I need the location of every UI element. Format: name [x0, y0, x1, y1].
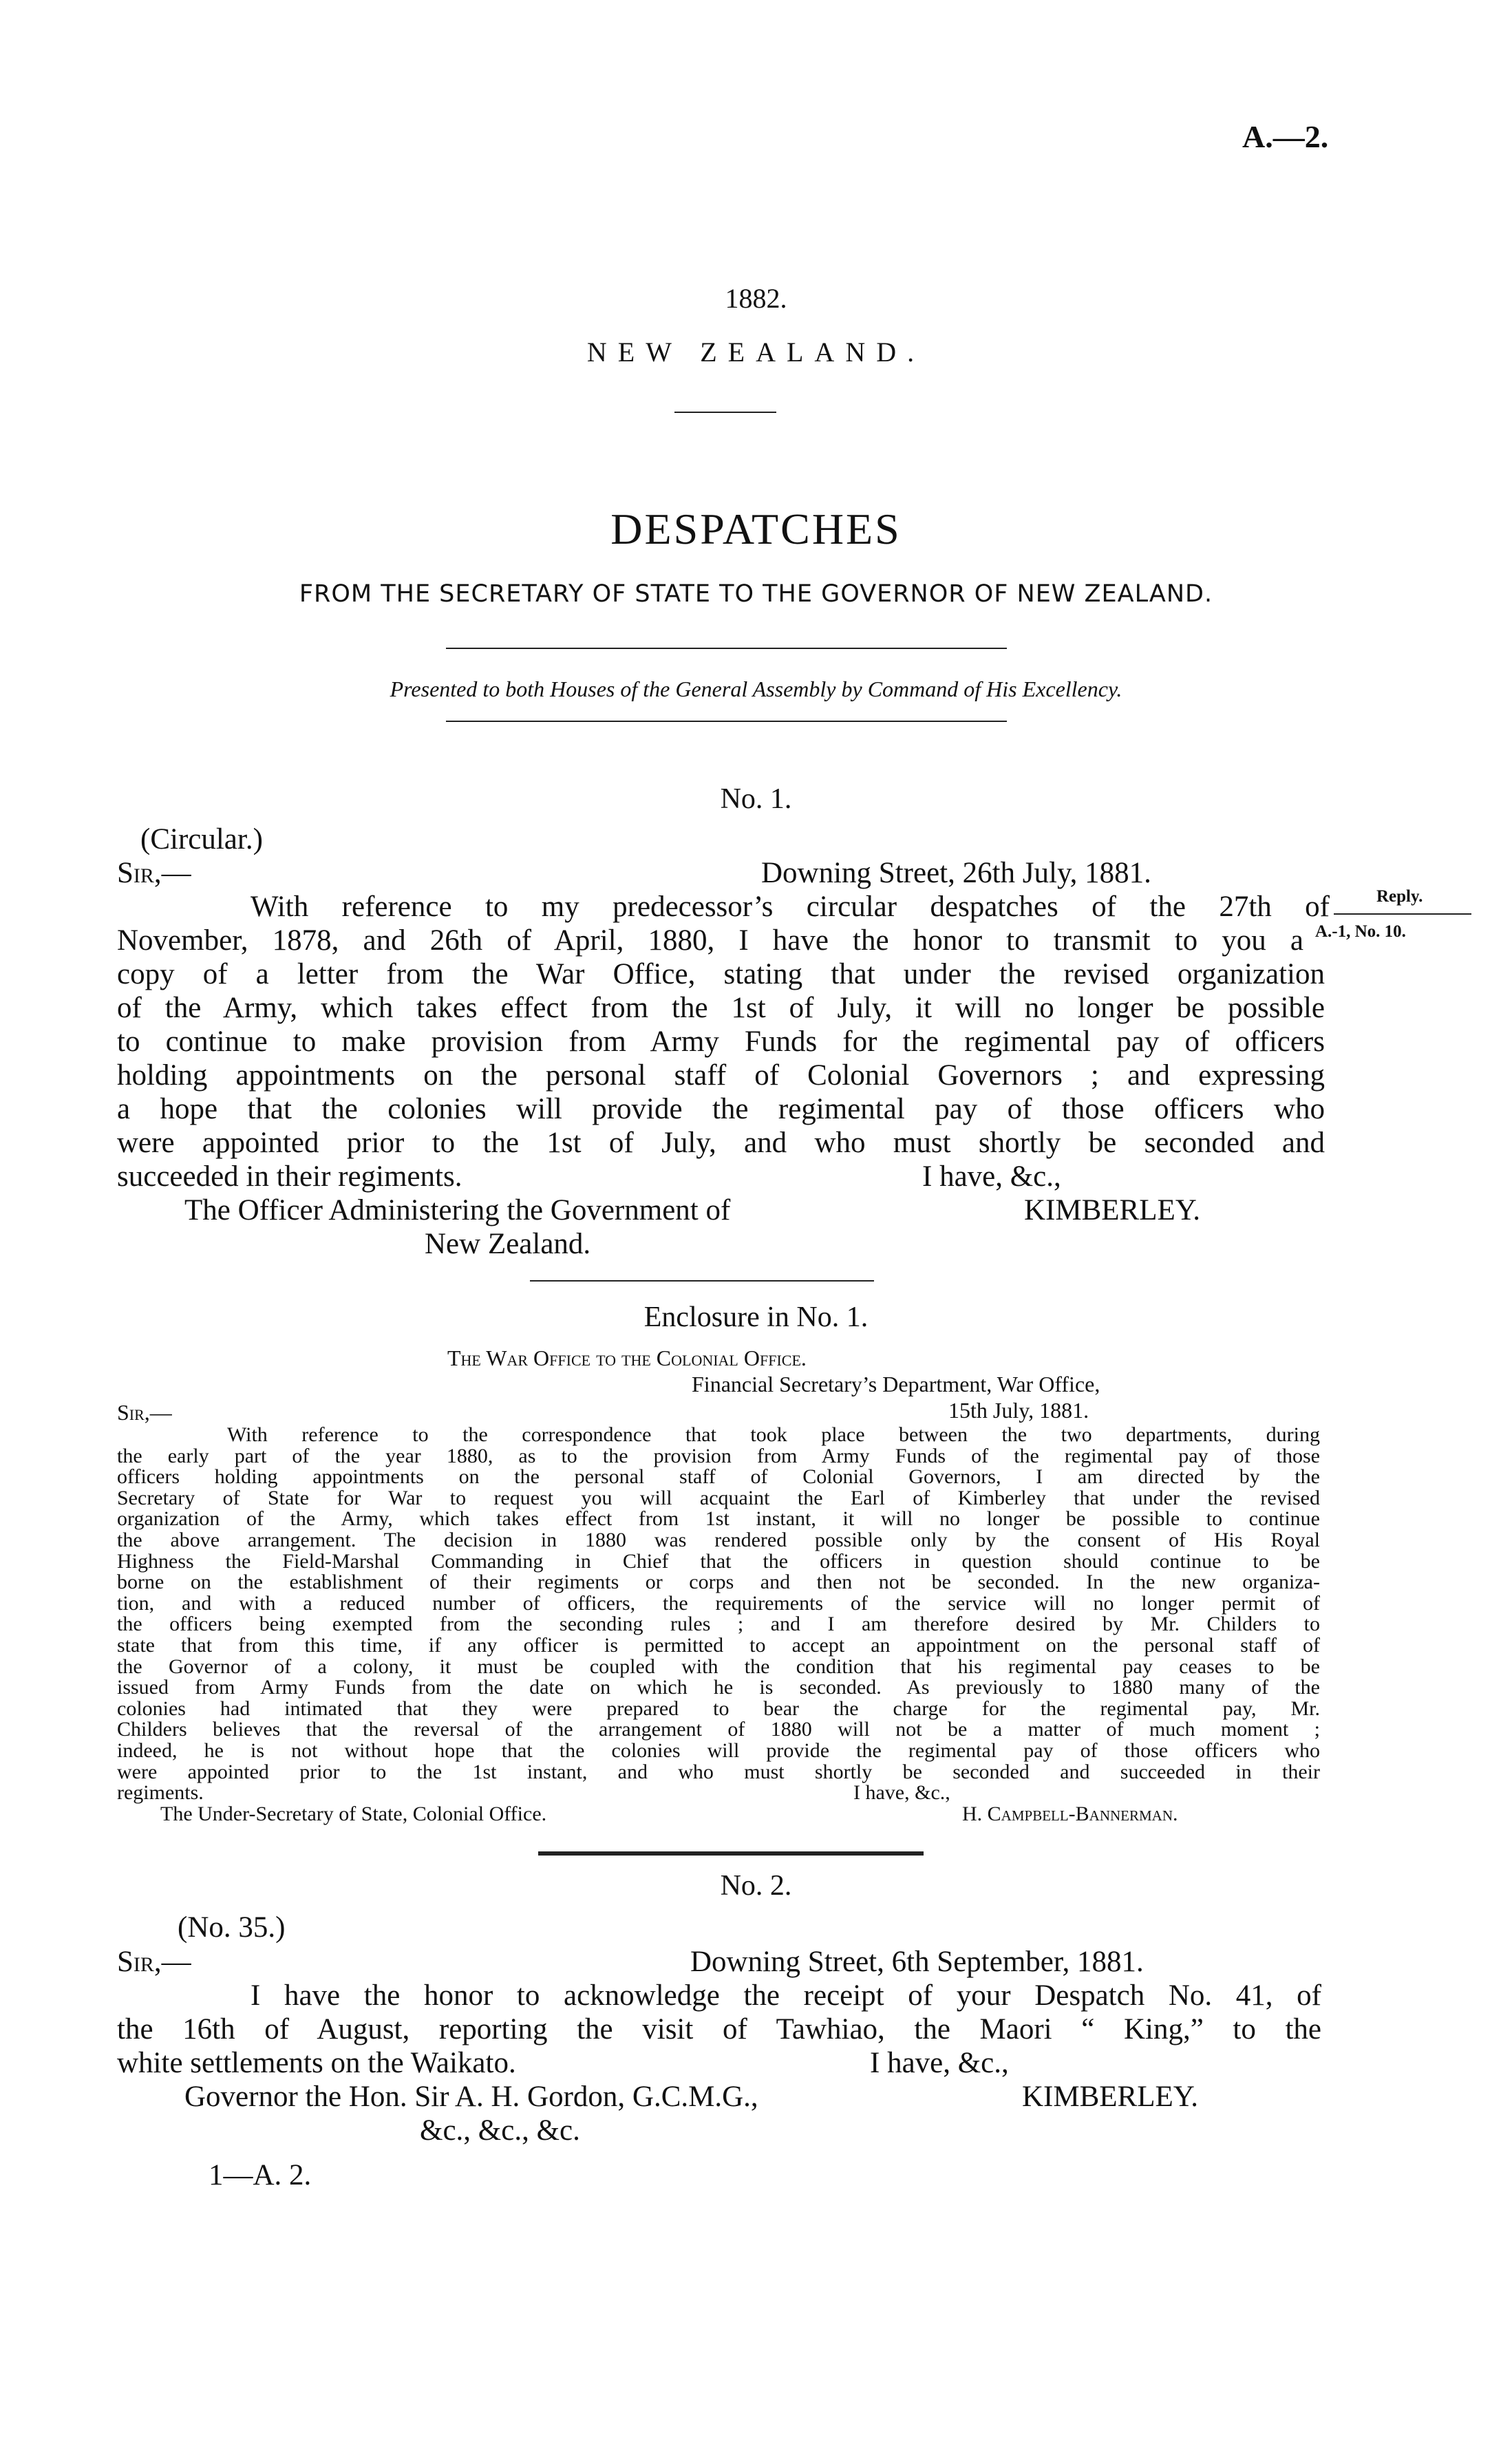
enclosure-line-5: organization of the Army, which takes effect from 1st instant, it will no longer be possible to continue — [117, 1507, 1320, 1531]
document-subtitle: FROM THE SECRETARY OF STATE TO THE GOVERNOR OF NEW ZEALAND. — [299, 580, 1213, 608]
enclosure-line-14: colonies had intimated that they were prepared to bear the charge for the regimental pay, Mr. — [117, 1697, 1320, 1720]
enclosure-heading: Enclosure in No. 1. — [643, 1301, 869, 1333]
despatch-2-line-1: I have the honor to acknowledge the receipt of your Despatch No. 41, of — [251, 1979, 1321, 2012]
enclosure-line-15: Childers believes that the reversal of the arrangement of 1880 will not be a matter of much moment ; — [117, 1718, 1320, 1741]
footer-reference: 1—A. 2. — [209, 2159, 312, 2191]
presented-line: Presented to both Houses of the General Assembly by Command of His Excellency. — [390, 677, 1122, 701]
enclosure-salutation: Sir,— — [117, 1400, 172, 1425]
despatch-1-line-3: copy of a letter from the War Office, stating that under the revised organization — [117, 958, 1325, 990]
enclosure-divider — [530, 1280, 874, 1282]
enclosure-line-17: were appointed prior to the 1st instant, and who must shortly be seconded and succeeded in their — [117, 1760, 1320, 1783]
section-divider — [538, 1851, 924, 1856]
despatch-1-line-5: to continue to make provision from Army Funds for the regimental pay of officers — [117, 1025, 1325, 1058]
enclosure-dateline-2: 15th July, 1881. — [948, 1398, 1089, 1423]
enclosure-line-2: the early part of the year 1880, as to the provision from Army Funds of the regimental pay of those — [117, 1444, 1320, 1467]
presented-rule-bottom — [446, 721, 1007, 722]
enclosure-line-1: With reference to the correspondence that took place between the two departments, during — [227, 1423, 1320, 1446]
margin-note-rule — [1334, 913, 1471, 915]
despatch-1-number: No. 1. — [720, 783, 792, 815]
enclosure-closing: I have, &c., — [853, 1781, 950, 1805]
despatch-2-line-2: the 16th of August, reporting the visit of Tawhiao, the Maori “ King,” to the — [117, 2013, 1321, 2045]
page-reference: A.—2. — [1242, 119, 1329, 154]
despatch-2-salutation: Sir,— — [117, 1946, 191, 1978]
despatch-1-kind: (Circular.) — [140, 823, 263, 855]
despatch-1-line-7: a hope that the colonies will provide the regimental pay of those officers who — [117, 1093, 1325, 1125]
enclosure-dateline-1: Financial Secretary’s Department, War Office, — [692, 1372, 1100, 1396]
despatch-1-addressee-1: The Officer Administering the Government of — [184, 1194, 731, 1226]
despatch-2-addressee-2: &c., &c., &c. — [420, 2114, 580, 2147]
enclosure-line-4: Secretary of State for War to request you will acquaint the Earl of Kimberley that under the revised — [117, 1486, 1320, 1509]
enclosure-line-11: state that from this time, if any officer is permitted to accept an appointment on the personal staff of — [117, 1634, 1320, 1657]
despatch-2-signature: KIMBERLEY. — [1022, 2081, 1199, 2113]
enclosure-line-6: the above arrangement. The decision in 1880 was rendered possible only by the consent of His Royal — [117, 1529, 1320, 1551]
enclosure-signature: H. Campbell-Bannerman. — [962, 1803, 1178, 1825]
despatch-2-number: No. 2. — [720, 1870, 792, 1902]
despatch-1-addressee-2: New Zealand. — [425, 1228, 591, 1260]
enclosure-line-12: the Governor of a colony, it must be coupled with the condition that his regimental pay ceases to be — [117, 1655, 1320, 1678]
enclosure-line-16: indeed, he is not without hope that the colonies will provide the regimental pay of those officers who — [117, 1739, 1320, 1762]
enclosure-line-7: Highness the Field-Marshal Commanding in Chief that the officers in question should continue to be — [117, 1549, 1320, 1573]
year: 1882. — [725, 283, 787, 314]
despatch-1-dateline: Downing Street, 26th July, 1881. — [761, 857, 1151, 889]
despatch-2-addressee-1: Governor the Hon. Sir A. H. Gordon, G.C.M.G., — [184, 2081, 758, 2113]
enclosure-from-to: The War Office to the Colonial Office. — [447, 1346, 807, 1370]
presented-rule-top — [446, 648, 1007, 649]
margin-note-reference: A.-1, No. 10. — [1315, 922, 1406, 941]
enclosure-line-10: the officers being exempted from the seconding rules ; and I am therefore desired by Mr. Childers to — [117, 1613, 1320, 1636]
enclosure-line-13: issued from Army Funds from the date on which he is seconded. As previously to 1880 many of the — [117, 1676, 1320, 1699]
enclosure-line-18: regiments. — [117, 1781, 204, 1805]
enclosure-line-9: tion, and with a reduced number of officers, the requirements of the service will no longer permit of — [117, 1591, 1320, 1615]
despatch-1-line-9: succeeded in their regiments. — [117, 1160, 462, 1193]
despatch-2-closing: I have, &c., — [870, 2047, 1009, 2079]
despatch-1-signature: KIMBERLEY. — [1024, 1194, 1201, 1226]
document-title: DESPATCHES — [610, 504, 902, 553]
header-divider — [674, 412, 776, 413]
despatch-1-line-6: holding appointments on the personal staff of Colonial Governors ; and expressing — [117, 1059, 1325, 1092]
despatch-1-closing: I have, &c., — [922, 1160, 1061, 1193]
despatch-2-dateline: Downing Street, 6th September, 1881. — [690, 1946, 1144, 1978]
despatch-2-kind: (No. 35.) — [178, 1911, 286, 1944]
despatch-1-salutation: Sir,— — [117, 857, 191, 889]
despatch-1-line-2: November, 1878, and 26th of April, 1880, I have the honor to transmit to you a — [117, 924, 1303, 957]
enclosure-line-3: officers holding appointments on the personal staff of Colonial Governors, I am directed by the — [117, 1465, 1320, 1489]
enclosure-addressee: The Under-Secretary of State, Colonial Office. — [160, 1803, 547, 1825]
despatch-2-line-3: white settlements on the Waikato. — [117, 2047, 516, 2079]
country-heading: NEW ZEALAND. — [586, 337, 926, 368]
despatch-1-line-8: were appointed prior to the 1st of July, and who must shortly be seconded and — [117, 1127, 1325, 1159]
despatch-1-line-4: of the Army, which takes effect from the 1st of July, it will no longer be possible — [117, 992, 1325, 1024]
enclosure-line-8: borne on the establishment of their regiments or corps and then not be seconded. In the new organiza- — [117, 1571, 1320, 1594]
margin-note-reply: Reply. — [1376, 887, 1423, 906]
despatch-1-line-1: With reference to my predecessor’s circular despatches of the 27th of — [251, 891, 1330, 923]
